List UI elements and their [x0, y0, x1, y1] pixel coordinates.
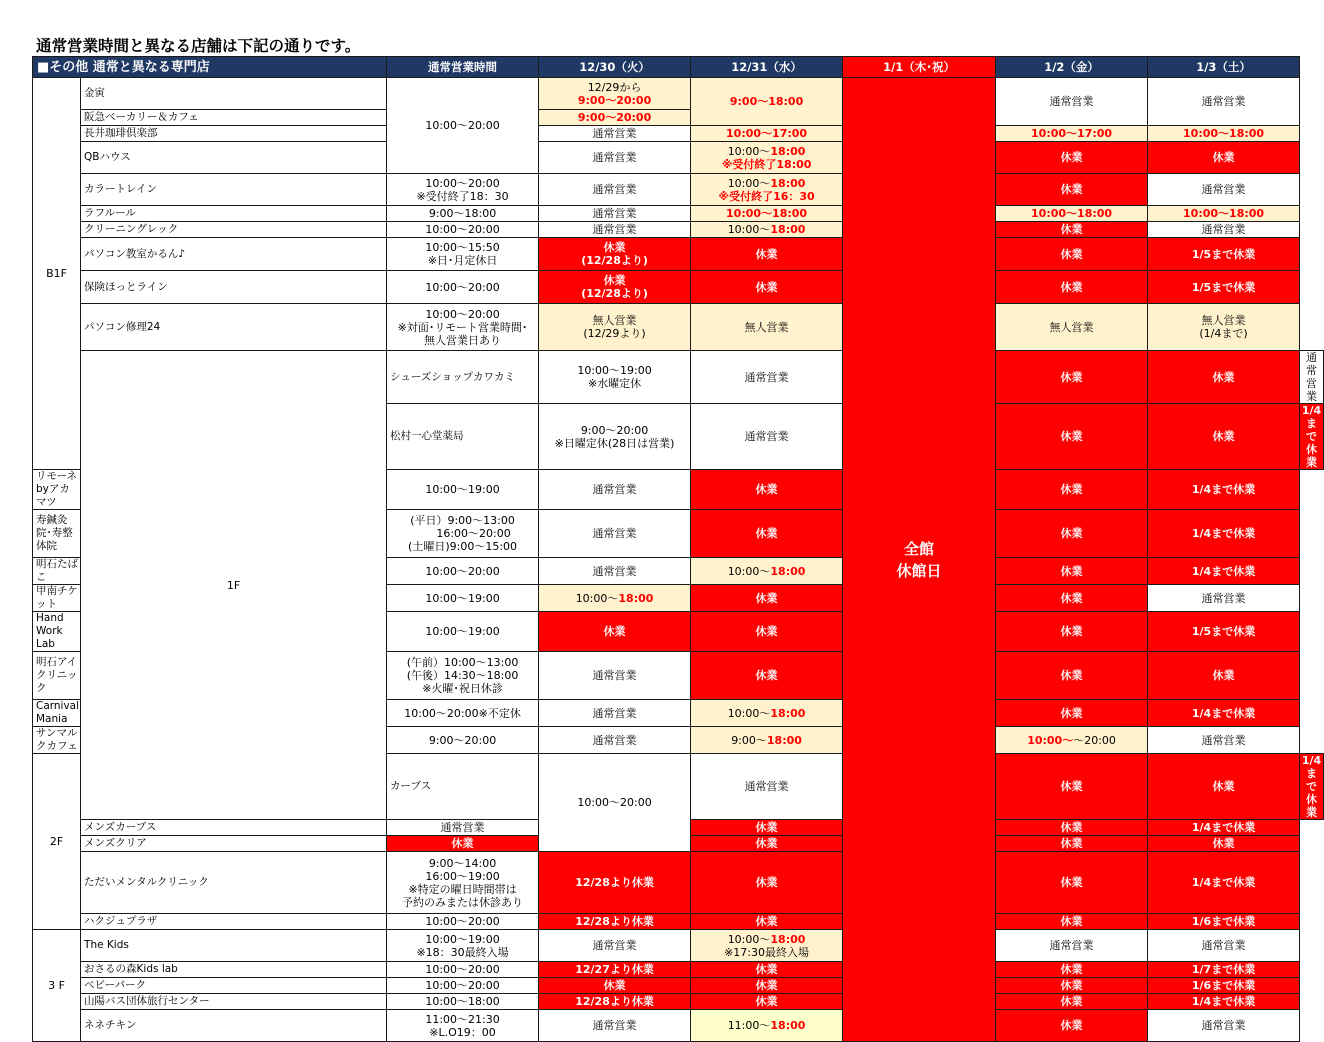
status-cell: 通常営業 — [1300, 351, 1324, 404]
store-name: Hand Work Lab — [33, 612, 81, 652]
status-cell: 1/7まで休業 — [1148, 962, 1300, 978]
status-cell: 休業 — [691, 612, 843, 652]
normal-hours: 10:00～18:00 — [387, 994, 539, 1010]
status-cell: 休業 — [996, 470, 1148, 510]
status-hours-end: 18:00 — [770, 144, 806, 158]
page-title: 通常営業時間と異なる店舗は下記の通りです。 — [36, 37, 361, 55]
status-cell: 通常営業 — [539, 206, 691, 222]
status-cell: 1/4まで休業 — [1148, 558, 1300, 585]
status-hours: 11:00～ — [727, 1019, 771, 1032]
status-hours: 10:00～ — [727, 932, 771, 946]
status-cell: 休業 — [996, 510, 1148, 558]
normal-hours: (平日）9:00～13:00 16:00～20:00 (土曜日)9:00～15:00 — [387, 510, 539, 558]
normal-hours: 10:00～20:00 — [387, 271, 539, 304]
status-hours: 10:00～ — [727, 706, 771, 720]
table-row — [33, 351, 1324, 404]
table-row — [33, 914, 1324, 930]
status-note: (12/29より) — [583, 327, 646, 340]
status-cell — [539, 78, 691, 110]
status-cell: 休業 — [691, 470, 843, 510]
status-cell: 通常営業 — [539, 700, 691, 727]
status-cell: 休業 — [996, 404, 1148, 470]
store-name: クリーニングレック — [81, 222, 387, 238]
status-cell: 休業 — [1148, 142, 1300, 174]
status-cell: 通常営業 — [1148, 727, 1300, 754]
status-cell: 休業 — [996, 585, 1148, 612]
status-cell: 休業 — [539, 978, 691, 994]
status-cell: 休業 — [1148, 652, 1300, 700]
store-name: メンズクリア — [81, 836, 387, 852]
store-name: 長井珈琲倶楽部 — [81, 126, 387, 142]
status-cell: 12/28より休業 — [539, 994, 691, 1010]
header-date-1231: 12/31（水） — [691, 57, 843, 78]
status-cell — [1148, 304, 1300, 351]
status-hours-end: 18:00 — [766, 733, 802, 747]
status-cell: 通常営業 — [387, 820, 539, 836]
status-cell: 1/5まで休業 — [1148, 612, 1300, 652]
store-name: 阪急ベーカリー＆カフェ — [81, 110, 387, 126]
status-cell: 通常営業 — [539, 930, 691, 962]
status-cell: 休業 — [996, 351, 1148, 404]
normal-hours: 10:00～20:00 — [387, 558, 539, 585]
status-cell — [691, 142, 843, 174]
normal-hours: 10:00～19:00 ※18：30最終入場 — [387, 930, 539, 962]
status-note: ※17:30最終入場 — [724, 945, 809, 959]
store-name: シューズショップカワカミ — [387, 351, 539, 404]
status-cell — [539, 271, 691, 304]
status-cell: 休業 — [691, 962, 843, 978]
status-note: ※受付終了18:00 — [721, 157, 812, 171]
status-cell: 休業 — [691, 585, 843, 612]
table-row — [33, 994, 1324, 1010]
header-date-0101: 1/1（木･祝） — [843, 57, 996, 78]
status-cell: 1/4まで休業 — [1148, 820, 1300, 836]
status-cell — [691, 727, 843, 754]
normal-hours: 10:00～20:00※不定休 — [387, 700, 539, 727]
status-hours-end: 18:00 — [770, 564, 806, 578]
status-cell: 休業 — [996, 238, 1148, 271]
status-cell: 休業 — [691, 271, 843, 304]
normal-hours: 9:00～20:00 — [387, 727, 539, 754]
floor-label: 1F — [81, 351, 387, 820]
status-cell: 休業 — [996, 962, 1148, 978]
status-cell: 9:00～20:00 — [539, 110, 691, 126]
status-hours-end: 18:00 — [618, 591, 654, 605]
status-cell — [539, 238, 691, 271]
store-name: カーブス — [387, 754, 539, 820]
status-cell: 1/4まで休業 — [1148, 852, 1300, 914]
status-note: (12/28より) — [581, 287, 648, 300]
status-cell: 12/28より休業 — [539, 914, 691, 930]
status-cell: 休業 — [1148, 404, 1300, 470]
status-cell: 無人営業 — [691, 304, 843, 351]
normal-hours: 10:00～20:00 — [387, 962, 539, 978]
floor-label: 2F — [33, 754, 81, 930]
store-name: Carnival Mania — [33, 700, 81, 727]
status-cell — [691, 558, 843, 585]
status-cell: 1/5まで休業 — [1148, 238, 1300, 271]
status-note: (1/4まで) — [1199, 327, 1248, 340]
status-cell: 通常営業 — [1148, 222, 1300, 238]
table-row — [33, 174, 1324, 206]
status-text: 無人営業 — [592, 314, 637, 327]
store-name: ラフルール — [81, 206, 387, 222]
header-date-1230: 12/30（火） — [539, 57, 691, 78]
status-cell: 休業 — [996, 142, 1148, 174]
store-name: リモーネbyアカマツ — [33, 470, 81, 510]
status-cell: 休業 — [691, 978, 843, 994]
status-cell: 通常営業 — [691, 754, 843, 820]
status-hours: 10:00～ — [727, 144, 771, 158]
status-cell — [691, 1010, 843, 1042]
header-date-0103: 1/3（土） — [1148, 57, 1300, 78]
normal-hours: 10:00～19:00 — [387, 470, 539, 510]
floor-label: B1F — [33, 78, 81, 470]
status-cell: 休業 — [996, 174, 1148, 206]
store-name: 寿鍼灸院･寿整体院 — [33, 510, 81, 558]
table-row — [33, 271, 1324, 304]
table-row — [33, 142, 1324, 174]
normal-hours: 9:00～20:00 ※日曜定休(28日は営業) — [539, 404, 691, 470]
store-name: ベビーパーク — [81, 978, 387, 994]
status-note: 12/29から — [587, 80, 642, 94]
status-cell: 通常営業 — [539, 470, 691, 510]
status-cell: 10:00～18:00 — [996, 206, 1148, 222]
status-cell: 12/27より休業 — [539, 962, 691, 978]
status-hours-end: 18:00 — [770, 176, 806, 190]
status-cell: 休業 — [996, 820, 1148, 836]
status-cell — [539, 585, 691, 612]
status-hours: 9:00～20:00 — [577, 93, 652, 107]
normal-hours: (午前）10:00～13:00 (午後）14:30～18:00 ※火曜･祝日休診 — [387, 652, 539, 700]
status-cell: 通常営業 — [996, 930, 1148, 962]
status-cell: 1/4まで休業 — [1148, 470, 1300, 510]
status-cell: 通常営業 — [539, 510, 691, 558]
status-cell: 休業 — [691, 914, 843, 930]
normal-hours: 10:00～19:00 — [387, 585, 539, 612]
status-cell: 休業 — [996, 612, 1148, 652]
status-cell: 通常営業 — [1148, 930, 1300, 962]
status-cell — [691, 174, 843, 206]
status-cell: 10:00～18:00 — [691, 206, 843, 222]
holiday-closed-cell: 全館 休館日 — [843, 78, 996, 1042]
store-name: ただいメンタルクリニック — [81, 852, 387, 914]
store-name: ネネチキン — [81, 1010, 387, 1042]
status-cell: 休業 — [691, 836, 843, 852]
store-name: QBハウス — [81, 142, 387, 174]
status-cell: 通常営業 — [691, 404, 843, 470]
store-name: パソコン教室かるん♪ — [81, 238, 387, 271]
status-hours: 10:00～ — [1027, 733, 1074, 747]
schedule-table — [32, 56, 1324, 1042]
status-cell: 1/4まで休業 — [1148, 510, 1300, 558]
status-hours: 10:00～ — [727, 564, 771, 578]
table-row — [33, 222, 1324, 238]
status-cell: 休業 — [996, 271, 1148, 304]
status-cell: 1/4まで休業 — [1300, 404, 1324, 470]
table-row — [33, 962, 1324, 978]
status-cell: 通常営業 — [996, 78, 1148, 126]
status-cell: 休業 — [691, 238, 843, 271]
status-cell: 休業 — [996, 700, 1148, 727]
normal-hours: 10:00～19:00 — [387, 612, 539, 652]
status-cell: 12/28より休業 — [539, 852, 691, 914]
status-hours: 10:00～ — [727, 223, 771, 236]
header-date-0102: 1/2（金） — [996, 57, 1148, 78]
store-name: 山陽バス団体旅行センター — [81, 994, 387, 1010]
status-text: 無人営業 — [1201, 314, 1246, 327]
normal-hours: 10:00～20:00 — [387, 914, 539, 930]
header-normal-hours: 通常営業時間 — [387, 57, 539, 78]
table-row — [33, 238, 1324, 271]
status-cell: 通常営業 — [691, 351, 843, 404]
header-row — [33, 57, 1324, 78]
store-name: おさるの森Kids lab — [81, 962, 387, 978]
normal-hours: 10:00～20:00 — [387, 78, 539, 174]
table-row — [33, 304, 1324, 351]
status-note: (12/28より) — [581, 254, 648, 267]
status-cell: 休業 — [1148, 351, 1300, 404]
status-cell: 9:00～18:00 — [691, 78, 843, 126]
status-cell: 通常営業 — [539, 727, 691, 754]
normal-hours: 11:00～21:30 ※L.O19：00 — [387, 1010, 539, 1042]
normal-hours: 10:00～20:00 — [387, 222, 539, 238]
table-row — [33, 1010, 1324, 1042]
normal-hours: 10:00～20:00 — [387, 978, 539, 994]
status-cell: 休業 — [996, 1010, 1148, 1042]
status-cell: 休業 — [691, 510, 843, 558]
status-cell: 通常営業 — [1148, 1010, 1300, 1042]
status-cell: 通常営業 — [1148, 585, 1300, 612]
status-cell: 休業 — [996, 914, 1148, 930]
store-name: 金寅 — [81, 78, 387, 110]
status-cell: 無人営業 — [996, 304, 1148, 351]
status-cell: 通常営業 — [539, 222, 691, 238]
table-row — [33, 78, 1324, 110]
status-cell: 休業 — [996, 222, 1148, 238]
status-cell: 休業 — [996, 994, 1148, 1010]
store-name: 甲南チケット — [33, 585, 81, 612]
normal-hours: 10:00～15:50 ※日･月定休日 — [387, 238, 539, 271]
status-cell: 1/4まで休業 — [1300, 754, 1324, 820]
status-hours: 10:00～ — [727, 176, 771, 190]
store-name: ハクジュプラザ — [81, 914, 387, 930]
store-name: 保険ほっとライン — [81, 271, 387, 304]
status-cell: 休業 — [691, 852, 843, 914]
status-cell: 1/6まで休業 — [1148, 914, 1300, 930]
normal-hours: 10:00～20:00 ※受付終了18：30 — [387, 174, 539, 206]
status-cell: 休業 — [387, 836, 539, 852]
status-cell — [539, 304, 691, 351]
normal-hours: 10:00～19:00 ※水曜定休 — [539, 351, 691, 404]
status-hours: 10:00～ — [575, 591, 619, 605]
status-cell: 通常営業 — [539, 1010, 691, 1042]
status-cell: 通常営業 — [539, 126, 691, 142]
status-cell: 1/5まで休業 — [1148, 271, 1300, 304]
status-cell: 1/6まで休業 — [1148, 978, 1300, 994]
status-cell: 休業 — [1148, 754, 1300, 820]
status-cell: 10:00～17:00 — [691, 126, 843, 142]
status-hours: 9:00～ — [731, 733, 767, 747]
status-text: 休業 — [603, 241, 626, 254]
status-cell: 通常営業 — [1148, 174, 1300, 206]
store-name: 松村一心堂薬局 — [387, 404, 539, 470]
floor-label: 3 F — [33, 930, 81, 1042]
table-row — [33, 126, 1324, 142]
store-name: メンズカーブス — [81, 820, 387, 836]
status-cell: 10:00～17:00 — [996, 126, 1148, 142]
status-cell: 休業 — [996, 836, 1148, 852]
status-cell: 休業 — [691, 994, 843, 1010]
store-name: パソコン修理24 — [81, 304, 387, 351]
status-cell: 休業 — [1148, 836, 1300, 852]
status-note: ※受付終了16：30 — [718, 189, 815, 203]
status-cell: 通常営業 — [539, 652, 691, 700]
status-cell: 通常営業 — [539, 174, 691, 206]
status-hours-end: 18:00 — [770, 1019, 806, 1032]
status-hours-end: ～20:00 — [1073, 733, 1116, 747]
store-name: カラートレイン — [81, 174, 387, 206]
status-hours-end: 18:00 — [770, 706, 806, 720]
status-cell: 休業 — [996, 978, 1148, 994]
status-cell: 休業 — [691, 820, 843, 836]
status-text: 休業 — [603, 274, 626, 287]
status-cell — [691, 930, 843, 962]
normal-hours: 9:00～14:00 16:00～19:00 ※特定の曜日時間帯は 予約のみまたは休診あり — [387, 852, 539, 914]
status-hours-end: 18:00 — [770, 932, 806, 946]
store-name: サンマルクカフェ — [33, 727, 81, 754]
store-name: 明石アイクリニック — [33, 652, 81, 700]
store-name: The Kids — [81, 930, 387, 962]
status-cell — [691, 222, 843, 238]
section-header: ■その他 通常と異なる専門店 — [33, 57, 387, 78]
table-row — [33, 978, 1324, 994]
status-cell: 1/4まで休業 — [1148, 994, 1300, 1010]
status-cell — [691, 700, 843, 727]
normal-hours: 10:00～20:00 — [539, 754, 691, 852]
status-cell: 休業 — [539, 612, 691, 652]
status-cell: 通常営業 — [539, 558, 691, 585]
status-cell — [996, 727, 1148, 754]
status-cell: 休業 — [996, 754, 1148, 820]
status-cell: 休業 — [996, 558, 1148, 585]
normal-hours: 9:00～18:00 — [387, 206, 539, 222]
status-cell: 休業 — [996, 852, 1148, 914]
status-cell: 1/4まで休業 — [1148, 700, 1300, 727]
status-cell: 10:00～18:00 — [1148, 206, 1300, 222]
status-cell: 通常営業 — [539, 142, 691, 174]
status-cell: 通常営業 — [1148, 78, 1300, 126]
status-cell: 休業 — [996, 652, 1148, 700]
status-hours-end: 18:00 — [770, 223, 806, 236]
table-row — [33, 206, 1324, 222]
store-name: 明石たばこ — [33, 558, 81, 585]
table-row — [33, 930, 1324, 962]
table-row — [33, 852, 1324, 914]
status-cell: 10:00～18:00 — [1148, 126, 1300, 142]
status-cell: 休業 — [691, 652, 843, 700]
normal-hours: 10:00～20:00 ※対面･リモート営業時間･ 無人営業日あり — [387, 304, 539, 351]
